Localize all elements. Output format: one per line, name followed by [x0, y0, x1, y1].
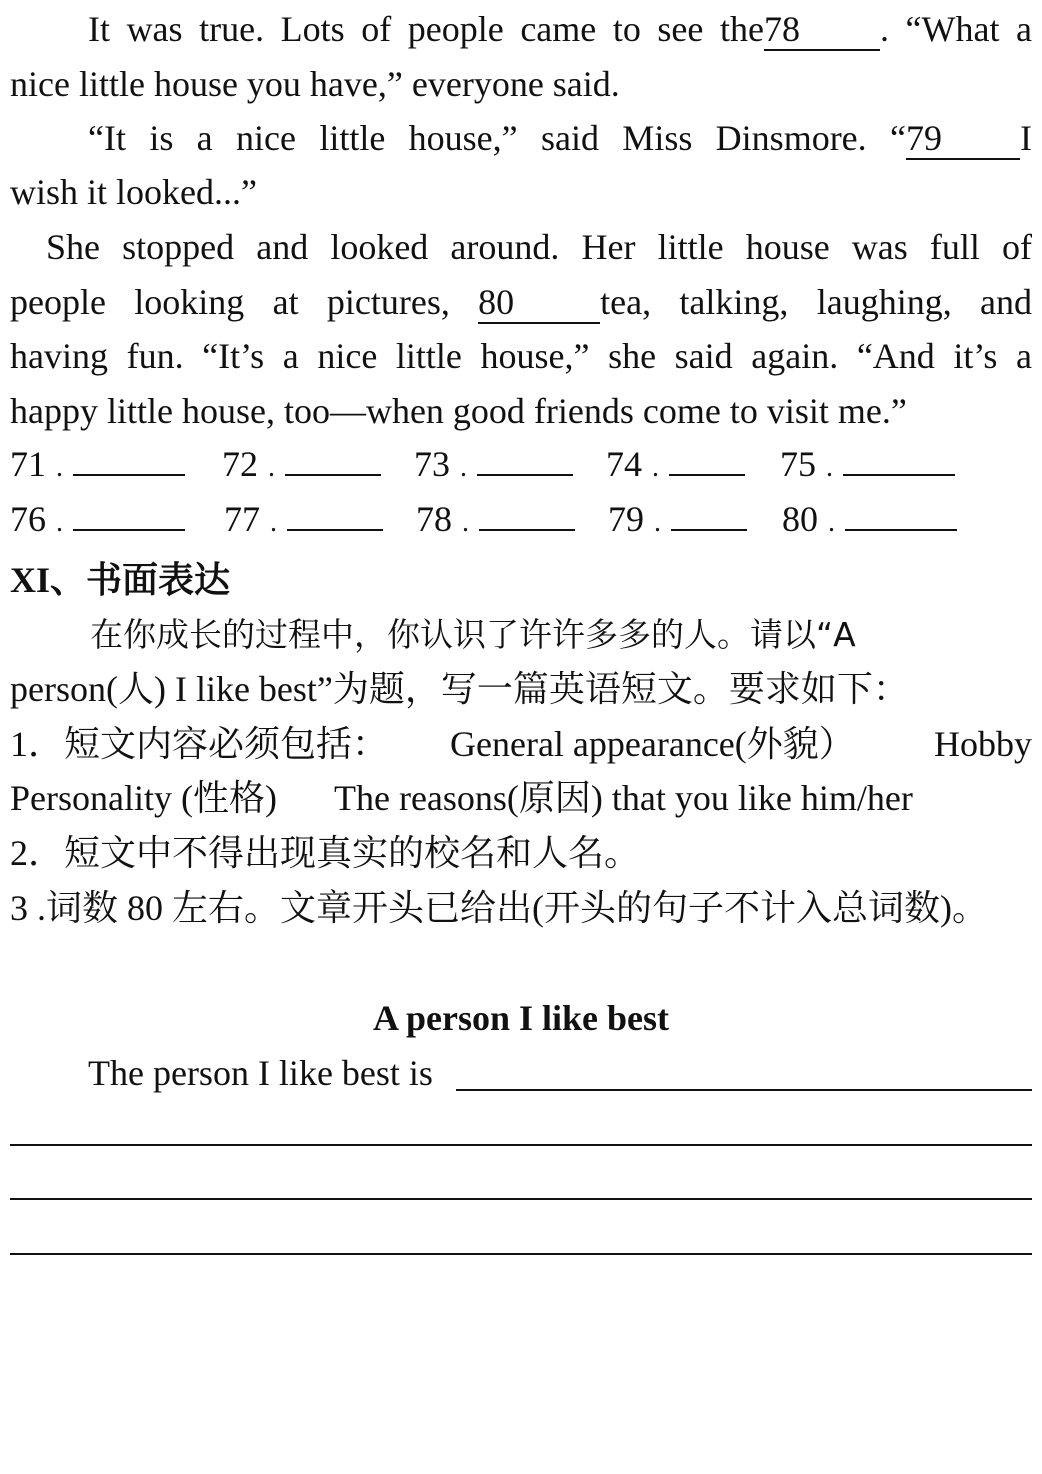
answer-dot: .: [268, 452, 275, 483]
essay-line-first[interactable]: [456, 1089, 1032, 1091]
requirement-1-line-2: [10, 771, 1032, 825]
answer-dot: .: [270, 507, 277, 538]
answer-dot: .: [828, 507, 835, 538]
passage-line-3: [10, 111, 1032, 165]
passage-line-5: She stopped and looked around. Her little house was full of: [46, 227, 1032, 267]
answer-item: [606, 436, 745, 495]
blank-number: 80: [478, 282, 515, 322]
requirement-text: The reasons(原因) that you like him/her: [334, 778, 913, 818]
passage-line-2: nice little house you have,” everyone said.: [10, 64, 620, 104]
passage-line-1: [10, 2, 1032, 56]
answer-number: 73: [414, 444, 450, 484]
blank-number: 78: [763, 9, 800, 49]
answer-blank[interactable]: [73, 436, 185, 476]
answer-number: 74: [606, 444, 642, 484]
passage-text: I: [1020, 118, 1032, 158]
answer-number: 76: [10, 499, 46, 539]
answer-item: [222, 436, 381, 495]
essay-line[interactable]: [10, 1253, 1032, 1255]
answer-item: [414, 436, 573, 495]
requirement-3: 3 .词数 80 左右。文章开头已给出(开头的句子不计入总词数)。: [10, 888, 988, 928]
intro-line-1: 在你成长的过程中，你认识了许许多多的人。请以“A: [90, 615, 856, 654]
answer-blank[interactable]: [477, 436, 573, 476]
passage-text: “It is a nice little house,” said Miss Dinsmore. “: [88, 118, 906, 158]
answer-number: 78: [416, 499, 452, 539]
essay-title: A person I like best: [372, 998, 670, 1038]
passage-text: It was true. Lots of people came to see the: [88, 9, 764, 49]
passage-line-7: having fun. “It’s a nice little house,” she said again. “And it’s a: [10, 336, 1032, 376]
answer-dot: .: [652, 452, 659, 483]
requirement-text: General appearance(外貌）: [450, 724, 855, 764]
requirement-text: Personality (性格): [10, 778, 277, 818]
answer-dot: .: [56, 452, 63, 483]
essay-line[interactable]: [10, 1144, 1032, 1146]
answer-number: 80: [782, 499, 818, 539]
answer-blank[interactable]: [287, 491, 383, 531]
passage-line-6: [10, 275, 1032, 329]
essay-opening: The person I like best is: [88, 1053, 433, 1093]
answer-blank[interactable]: [669, 436, 745, 476]
answer-item: [10, 436, 185, 495]
answer-number: 75: [780, 444, 816, 484]
requirement-text: 1．短文内容必须包括：: [10, 724, 389, 764]
answer-item: [224, 491, 383, 550]
answer-blank[interactable]: [73, 491, 185, 531]
answer-number: 79: [608, 499, 644, 539]
answer-item: [782, 491, 957, 550]
blank-number: 79: [906, 118, 942, 158]
answer-item: [416, 491, 575, 550]
answer-item: [780, 436, 955, 495]
answer-blank[interactable]: [845, 491, 957, 531]
answer-number: 72: [222, 444, 258, 484]
passage-line-4: wish it looked...”: [10, 172, 257, 212]
answer-blank[interactable]: [285, 436, 381, 476]
answer-number: 77: [224, 499, 260, 539]
answer-blank[interactable]: [479, 491, 575, 531]
answer-dot: .: [654, 507, 661, 538]
answer-dot: .: [56, 507, 63, 538]
passage-line-8: happy little house, too—when good friends come to visit me.”: [10, 391, 907, 431]
answer-blank[interactable]: [671, 491, 747, 531]
passage-text: . “What a: [879, 9, 1032, 49]
essay-line[interactable]: [10, 1198, 1032, 1200]
answer-dot: .: [826, 452, 833, 483]
blank-80[interactable]: [478, 282, 600, 324]
answer-item: [608, 491, 747, 550]
blank-79[interactable]: [906, 118, 1020, 160]
requirement-text: Hobby: [934, 724, 1032, 764]
answer-number: 71: [10, 444, 46, 484]
passage-text: people looking at pictures,: [10, 282, 450, 322]
passage-text: tea, talking, laughing, and: [600, 282, 1032, 322]
answer-dot: .: [462, 507, 469, 538]
answer-blank[interactable]: [843, 436, 955, 476]
blank-78[interactable]: [764, 9, 880, 51]
requirement-1-line-1: [10, 717, 1032, 771]
requirement-2: 2．短文中不得出现真实的校名和人名。: [10, 833, 641, 873]
answer-dot: .: [460, 452, 467, 483]
section-heading: XI、书面表达: [10, 560, 231, 600]
intro-line-2: person(人) I like best”为题，写一篇英语短文。要求如下：: [10, 669, 909, 709]
answer-item: [10, 491, 185, 550]
